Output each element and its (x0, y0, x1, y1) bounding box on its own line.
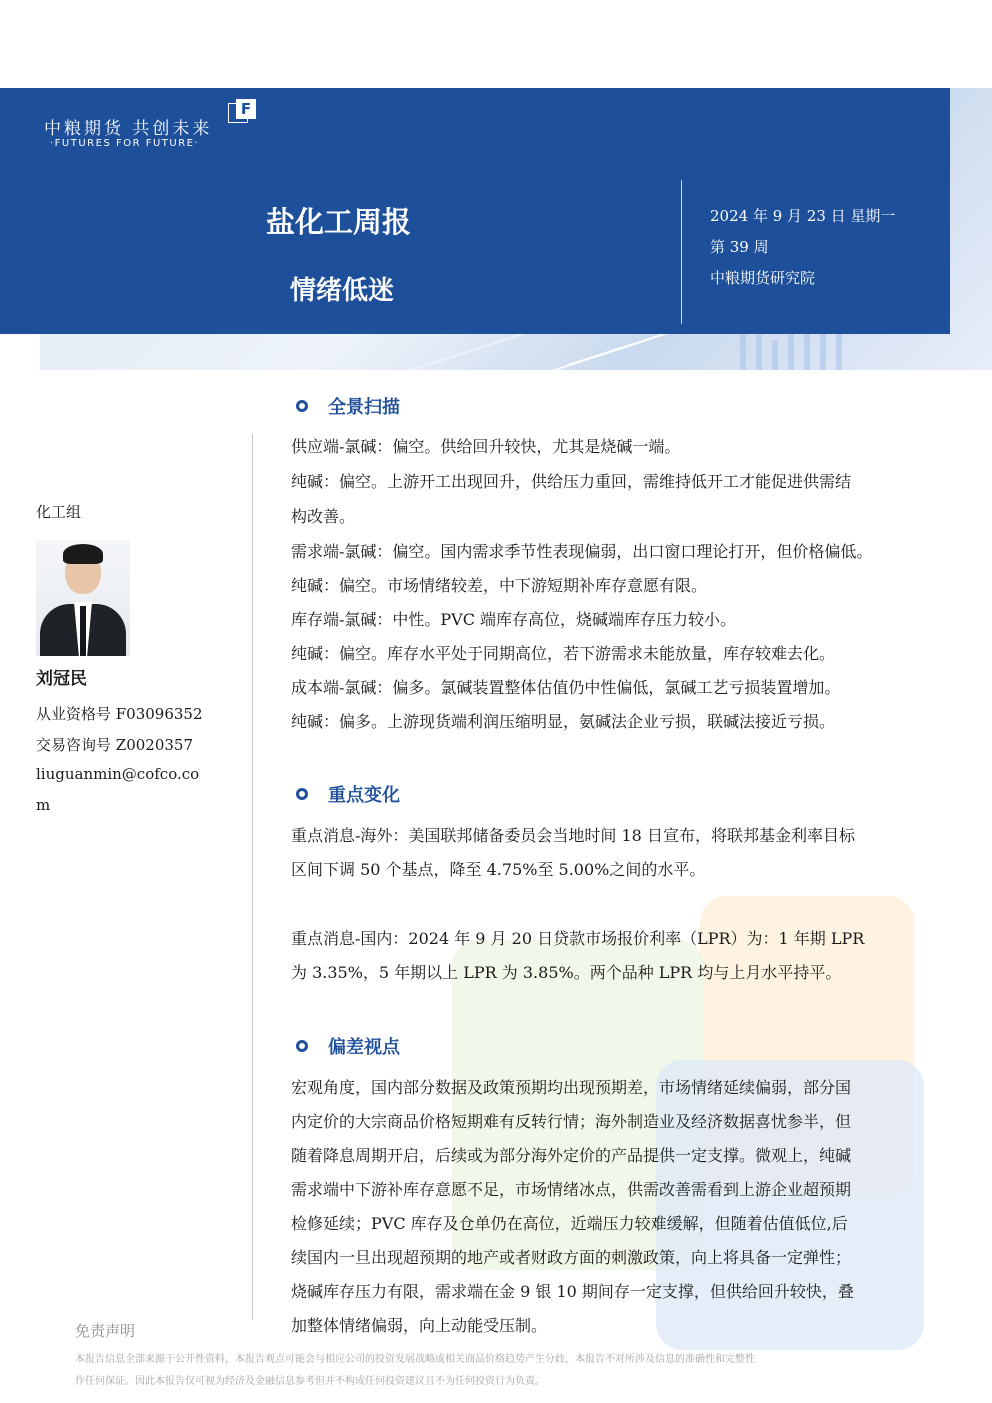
bullet-circle-icon (296, 788, 308, 800)
team-name: 化工组 (36, 503, 82, 521)
disclaimer-text: 作任何保证。因此本报告仅可视为经济及金融信息参考但并不构成任何投资建议且不为任何投资行为负责。 (75, 1376, 545, 1387)
body-line: 纯碱：偏空。库存水平处于同期高位，若下游需求未能放量，库存较难去化。 (291, 644, 836, 663)
brand-logo-icon: F (228, 99, 258, 125)
report-institute: 中粮期货研究院 (710, 269, 816, 287)
brand-slogan: ·FUTURES FOR FUTURE· (50, 138, 200, 149)
banner-divider (681, 180, 682, 324)
body-line: 加整体情绪偏弱，向上动能受压制。 (291, 1316, 548, 1335)
body-line: 供应端-氯碱：偏空。供给回升较快，尤其是烧碱一端。 (291, 437, 681, 456)
body-line: 检修延续；PVC 库存及仓单仍在高位，近端压力较难缓解，但随着估值低位,后 (291, 1214, 848, 1233)
body-line: 区间下调 50 个基点，降至 4.75%至 5.00%之间的水平。 (291, 860, 706, 879)
body-line: 烧碱库存压力有限，需求端在金 9 银 10 期间存一定支撑，但供给回升较快，叠 (291, 1282, 854, 1301)
analyst-name: 刘冠民 (36, 669, 87, 689)
sidebar-divider (252, 434, 253, 1320)
body-line: 纯碱：偏空。上游开工出现回升，供给压力重回，需维持低开工才能促进供需结 (291, 472, 852, 491)
body-line: 内定价的大宗商品价格短期难有反转行情；海外制造业及经济数据喜忧参半，但 (291, 1112, 852, 1131)
body-line: 宏观角度，国内部分数据及政策预期均出现预期差，市场情绪延续偏弱，部分国 (291, 1078, 852, 1097)
report-subtitle: 情绪低迷 (290, 276, 395, 306)
body-line: 续国内一旦出现超预期的地产或者财政方面的刺激政策，向上将具备一定弹性； (291, 1248, 852, 1267)
body-line: 纯碱：偏空。市场情绪较差，中下游短期补库存意愿有限。 (291, 576, 708, 595)
body-line: 重点消息-国内：2024 年 9 月 20 日贷款市场报价利率（LPR）为：1 年期 LPR (291, 929, 865, 948)
consulting-number: 交易咨询号 Z0020357 (36, 736, 193, 754)
analyst-email[interactable]: liuguanmin@cofco.co (36, 765, 200, 783)
body-line: 构改善。 (291, 507, 356, 526)
analyst-avatar (36, 540, 130, 656)
section-heading: 偏差视点 (296, 1034, 400, 1058)
bullet-circle-icon (296, 400, 308, 412)
body-line: 库存端-氯碱：中性。PVC 端库存高位，烧碱端库存压力较小。 (291, 610, 737, 629)
body-line: 成本端-氯碱：偏多。氯碱装置整体估值仍中性偏低，氯碱工艺亏损装置增加。 (291, 678, 841, 697)
body-line: 为 3.35%，5 年期以上 LPR 为 3.85%。两个品种 LPR 均与上月水平持平。 (291, 963, 842, 982)
report-title: 盐化工周报 (266, 205, 412, 239)
body-line: 需求端-氯碱：偏空。国内需求季节性表现偏弱，出口窗口理论打开，但价格偏低。 (291, 542, 873, 561)
brand-logo-text: 中粮期货 共创未来 (44, 119, 213, 139)
decor-shape-blue (656, 1060, 924, 1350)
report-date: 2024 年 9 月 23 日 星期一 (710, 207, 896, 225)
body-line: 纯碱：偏多。上游现货端利润压缩明显，氨碱法企业亏损，联碱法接近亏损。 (291, 712, 836, 731)
section-heading: 重点变化 (296, 782, 400, 806)
body-line: 需求端中下游补库存意愿不足，市场情绪冰点，供需改善需看到上游企业超预期 (291, 1180, 852, 1199)
qualification-number: 从业资格号 F03096352 (36, 705, 203, 723)
report-week: 第 39 周 (710, 238, 769, 256)
bullet-circle-icon (296, 1040, 308, 1052)
disclaimer-title: 免责声明 (75, 1322, 136, 1340)
section-heading: 全景扫描 (296, 394, 400, 418)
body-line: 随着降息周期开启，后续或为部分海外定价的产品提供一定支撑。微观上，纯碱 (291, 1146, 852, 1165)
analyst-email-cont[interactable]: m (36, 796, 51, 814)
body-line: 重点消息-海外：美国联邦储备委员会当地时间 18 日宣布，将联邦基金利率目标 (291, 826, 855, 845)
disclaimer-text: 本报告信息全部来源于公开性资料，本报告观点可能会与相应公司的投资发展战略或相关商品价格趋势产生分歧，本报告不对所涉及信息的准确性和完整性 (75, 1354, 755, 1365)
